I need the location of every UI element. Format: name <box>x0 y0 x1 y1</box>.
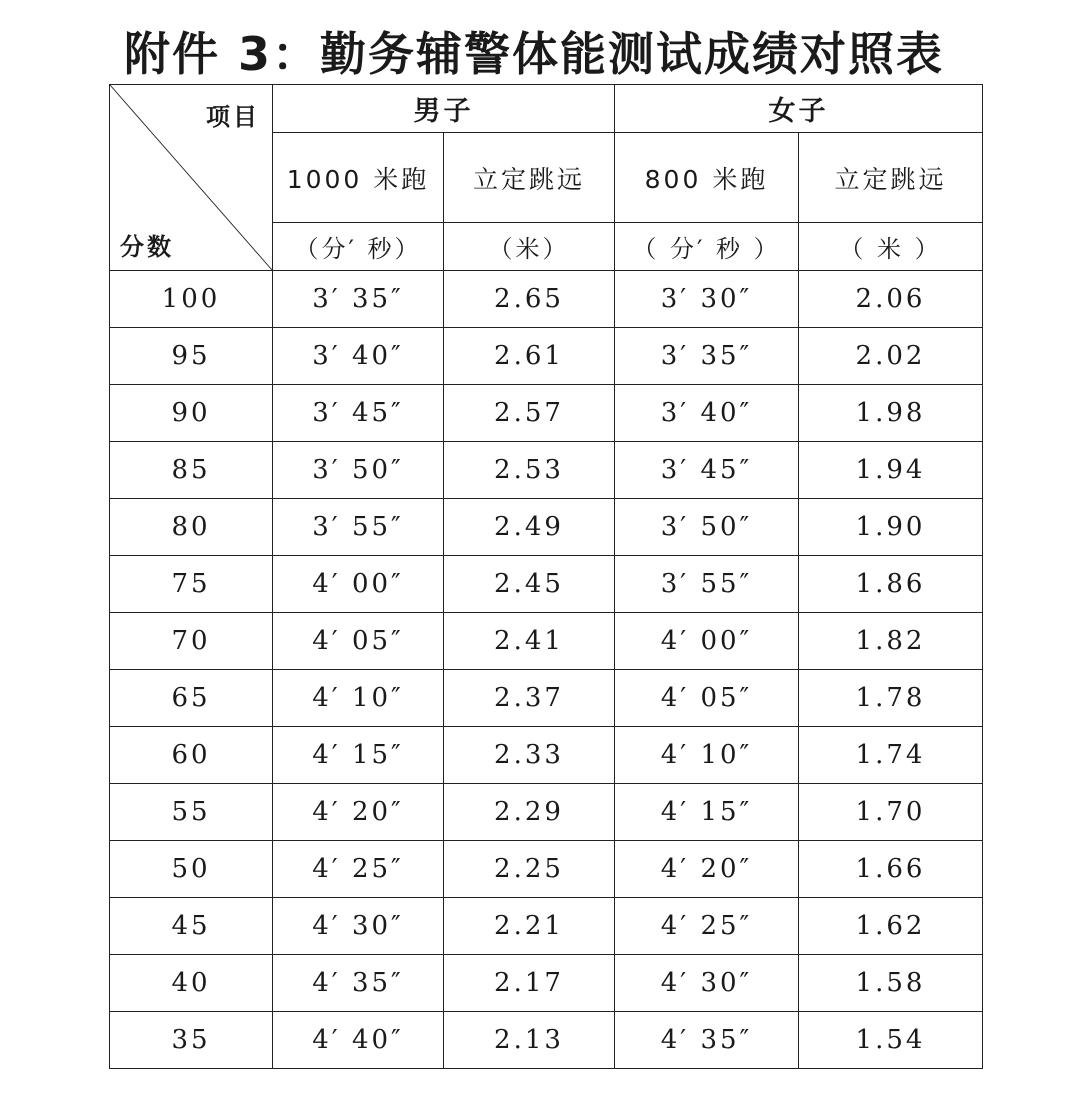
male-1000m-time-cell: 3′ 50″ <box>273 442 444 499</box>
female-long-jump-cell: 1.66 <box>799 841 983 898</box>
male-long-jump-cell: 2.33 <box>444 727 615 784</box>
page-title: 附件 3：勤务辅警体能测试成绩对照表 <box>123 27 945 81</box>
item-label: 项目 <box>206 103 260 131</box>
score-cell: 95 <box>110 328 273 385</box>
male-long-jump-cell: 2.21 <box>444 898 615 955</box>
score-cell: 75 <box>110 556 273 613</box>
table-row <box>110 499 983 556</box>
table-row <box>110 328 983 385</box>
female-long-jump-cell: 1.78 <box>799 670 983 727</box>
score-cell: 40 <box>110 955 273 1012</box>
score-cell: 45 <box>110 898 273 955</box>
male-header: 男子 <box>273 85 615 133</box>
male-long-jump-cell: 2.41 <box>444 613 615 670</box>
male-1000m-time-cell: 3′ 35″ <box>273 271 444 328</box>
male-long-jump-cell: 2.45 <box>444 556 615 613</box>
score-cell: 55 <box>110 784 273 841</box>
score-cell: 90 <box>110 385 273 442</box>
table-row <box>110 1012 983 1069</box>
female-800m-time-cell: 4′ 05″ <box>615 670 799 727</box>
male-1000m-time-cell: 4′ 25″ <box>273 841 444 898</box>
male-long-jump-cell: 2.61 <box>444 328 615 385</box>
male-long-jump-cell: 2.65 <box>444 271 615 328</box>
female-long-jump-cell: 1.74 <box>799 727 983 784</box>
male-long-jump-cell: 2.13 <box>444 1012 615 1069</box>
unit-female-800m: （ 分′ 秒 ） <box>615 223 799 271</box>
unit-male-1000m: （分′ 秒） <box>273 223 444 271</box>
score-label: 分数 <box>120 233 174 261</box>
female-800m-time-cell: 3′ 40″ <box>615 385 799 442</box>
table-row <box>110 442 983 499</box>
male-1000m-time-cell: 3′ 40″ <box>273 328 444 385</box>
table-row <box>110 613 983 670</box>
female-long-jump-cell: 1.58 <box>799 955 983 1012</box>
score-table <box>109 84 983 1069</box>
table-row <box>110 385 983 442</box>
male-long-jump-cell: 2.37 <box>444 670 615 727</box>
score-cell: 35 <box>110 1012 273 1069</box>
table-row <box>110 841 983 898</box>
score-cell: 80 <box>110 499 273 556</box>
female-800m-time-cell: 4′ 30″ <box>615 955 799 1012</box>
female-800m-time-cell: 4′ 15″ <box>615 784 799 841</box>
score-cell: 65 <box>110 670 273 727</box>
female-800m-time-cell: 3′ 45″ <box>615 442 799 499</box>
male-1000m-time-cell: 4′ 05″ <box>273 613 444 670</box>
female-long-jump-cell: 2.02 <box>799 328 983 385</box>
event-female-long-jump: 立定跳远 <box>799 133 983 223</box>
male-long-jump-cell: 2.53 <box>444 442 615 499</box>
female-800m-time-cell: 4′ 25″ <box>615 898 799 955</box>
male-long-jump-cell: 2.29 <box>444 784 615 841</box>
table-row <box>110 955 983 1012</box>
male-1000m-time-cell: 4′ 40″ <box>273 1012 444 1069</box>
male-1000m-time-cell: 4′ 30″ <box>273 898 444 955</box>
female-800m-time-cell: 3′ 55″ <box>615 556 799 613</box>
female-800m-time-cell: 3′ 50″ <box>615 499 799 556</box>
female-long-jump-cell: 1.54 <box>799 1012 983 1069</box>
unit-female-long-jump: （ 米 ） <box>799 223 983 271</box>
female-long-jump-cell: 1.98 <box>799 385 983 442</box>
male-1000m-time-cell: 4′ 20″ <box>273 784 444 841</box>
table-row <box>110 670 983 727</box>
unit-male-long-jump: （米） <box>444 223 615 271</box>
score-cell: 85 <box>110 442 273 499</box>
male-long-jump-cell: 2.49 <box>444 499 615 556</box>
female-800m-time-cell: 4′ 20″ <box>615 841 799 898</box>
female-long-jump-cell: 2.06 <box>799 271 983 328</box>
table-row <box>110 898 983 955</box>
male-long-jump-cell: 2.25 <box>444 841 615 898</box>
female-long-jump-cell: 1.70 <box>799 784 983 841</box>
table-row <box>110 784 983 841</box>
female-long-jump-cell: 1.86 <box>799 556 983 613</box>
male-1000m-time-cell: 3′ 45″ <box>273 385 444 442</box>
female-800m-time-cell: 4′ 10″ <box>615 727 799 784</box>
male-1000m-time-cell: 4′ 10″ <box>273 670 444 727</box>
female-800m-time-cell: 3′ 30″ <box>615 271 799 328</box>
score-cell: 60 <box>110 727 273 784</box>
female-800m-time-cell: 4′ 00″ <box>615 613 799 670</box>
female-header: 女子 <box>615 85 983 133</box>
male-1000m-time-cell: 3′ 55″ <box>273 499 444 556</box>
female-long-jump-cell: 1.62 <box>799 898 983 955</box>
event-female-800m: 800 米跑 <box>615 133 799 223</box>
female-long-jump-cell: 1.90 <box>799 499 983 556</box>
female-long-jump-cell: 1.82 <box>799 613 983 670</box>
table-row <box>110 727 983 784</box>
female-800m-time-cell: 3′ 35″ <box>615 328 799 385</box>
score-cell: 100 <box>110 271 273 328</box>
table-row <box>110 556 983 613</box>
male-1000m-time-cell: 4′ 00″ <box>273 556 444 613</box>
female-long-jump-cell: 1.94 <box>799 442 983 499</box>
male-long-jump-cell: 2.57 <box>444 385 615 442</box>
female-800m-time-cell: 4′ 35″ <box>615 1012 799 1069</box>
male-long-jump-cell: 2.17 <box>444 955 615 1012</box>
score-cell: 70 <box>110 613 273 670</box>
table-row <box>110 271 983 328</box>
male-1000m-time-cell: 4′ 15″ <box>273 727 444 784</box>
male-1000m-time-cell: 4′ 35″ <box>273 955 444 1012</box>
score-cell: 50 <box>110 841 273 898</box>
event-male-long-jump: 立定跳远 <box>444 133 615 223</box>
corner-header-cell <box>110 85 273 271</box>
event-male-1000m: 1000 米跑 <box>273 133 444 223</box>
